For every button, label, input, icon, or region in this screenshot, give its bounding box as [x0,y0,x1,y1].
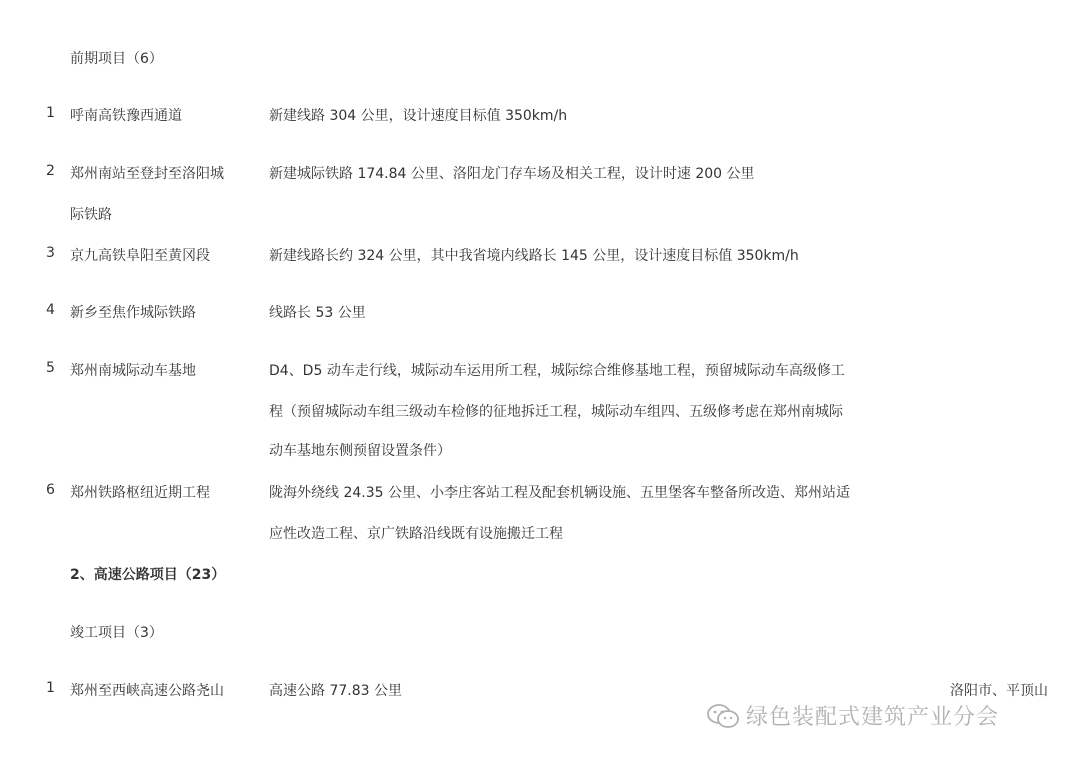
row-number: 1 [46,105,55,121]
row-number: 6 [46,482,55,498]
section-heading-completed: 竣工项目（3） [70,625,163,641]
project-name: 郑州至西峡高速公路尧山 [70,683,224,699]
project-description-line: 程（预留城际动车组三级动车检修的征地拆迁工程，城际动车组四、五级修考虑在郑州南城际 [269,404,843,420]
project-description: 新建城际铁路 174.84 公里、洛阳龙门存车场及相关工程，设计时速 200 公里 [269,166,755,182]
row-number: 5 [46,360,55,376]
project-name: 郑州南站至登封至洛阳城 [70,166,224,182]
project-description: 新建线路 304 公里，设计速度目标值 350km/h [269,108,568,124]
project-description: 新建线路长约 324 公里，其中我省境内线路长 145 公里，设计速度目标值 350km/h [269,248,799,264]
project-description: 线路长 53 公里 [269,305,366,321]
wechat-icon [706,703,740,729]
project-location: 洛阳市、平顶山 [950,683,1048,699]
project-name-continued: 际铁路 [70,207,112,223]
section-heading-preliminary: 前期项目（6） [70,51,163,67]
row-number: 1 [46,680,55,696]
row-number: 3 [46,245,55,261]
project-name: 京九高铁阜阳至黄冈段 [70,248,210,264]
project-name: 新乡至焦作城际铁路 [70,305,196,321]
row-number: 4 [46,302,55,318]
row-number: 2 [46,163,55,179]
project-description-line: 动车基地东侧预留设置条件） [269,443,451,459]
project-description: 高速公路 77.83 公里 [269,683,402,699]
project-description-line: D4、D5 动车走行线，城际动车运用所工程，城际综合维修基地工程，预留城际动车高级修工 [269,363,845,379]
project-name: 呼南高铁豫西通道 [70,108,182,124]
watermark-text: 绿色装配式建筑产业分会 [746,705,1000,730]
section-heading-highway: 2、高速公路项目（23） [70,567,226,583]
project-name: 郑州铁路枢纽近期工程 [70,485,210,501]
project-description-line: 陇海外绕线 24.35 公里、小李庄客站工程及配套机辆设施、五里堡客车整备所改造、郑州站适 [269,485,850,501]
project-name: 郑州南城际动车基地 [70,363,196,379]
watermark [706,700,999,731]
project-description-line: 应性改造工程、京广铁路沿线既有设施搬迁工程 [269,526,563,542]
